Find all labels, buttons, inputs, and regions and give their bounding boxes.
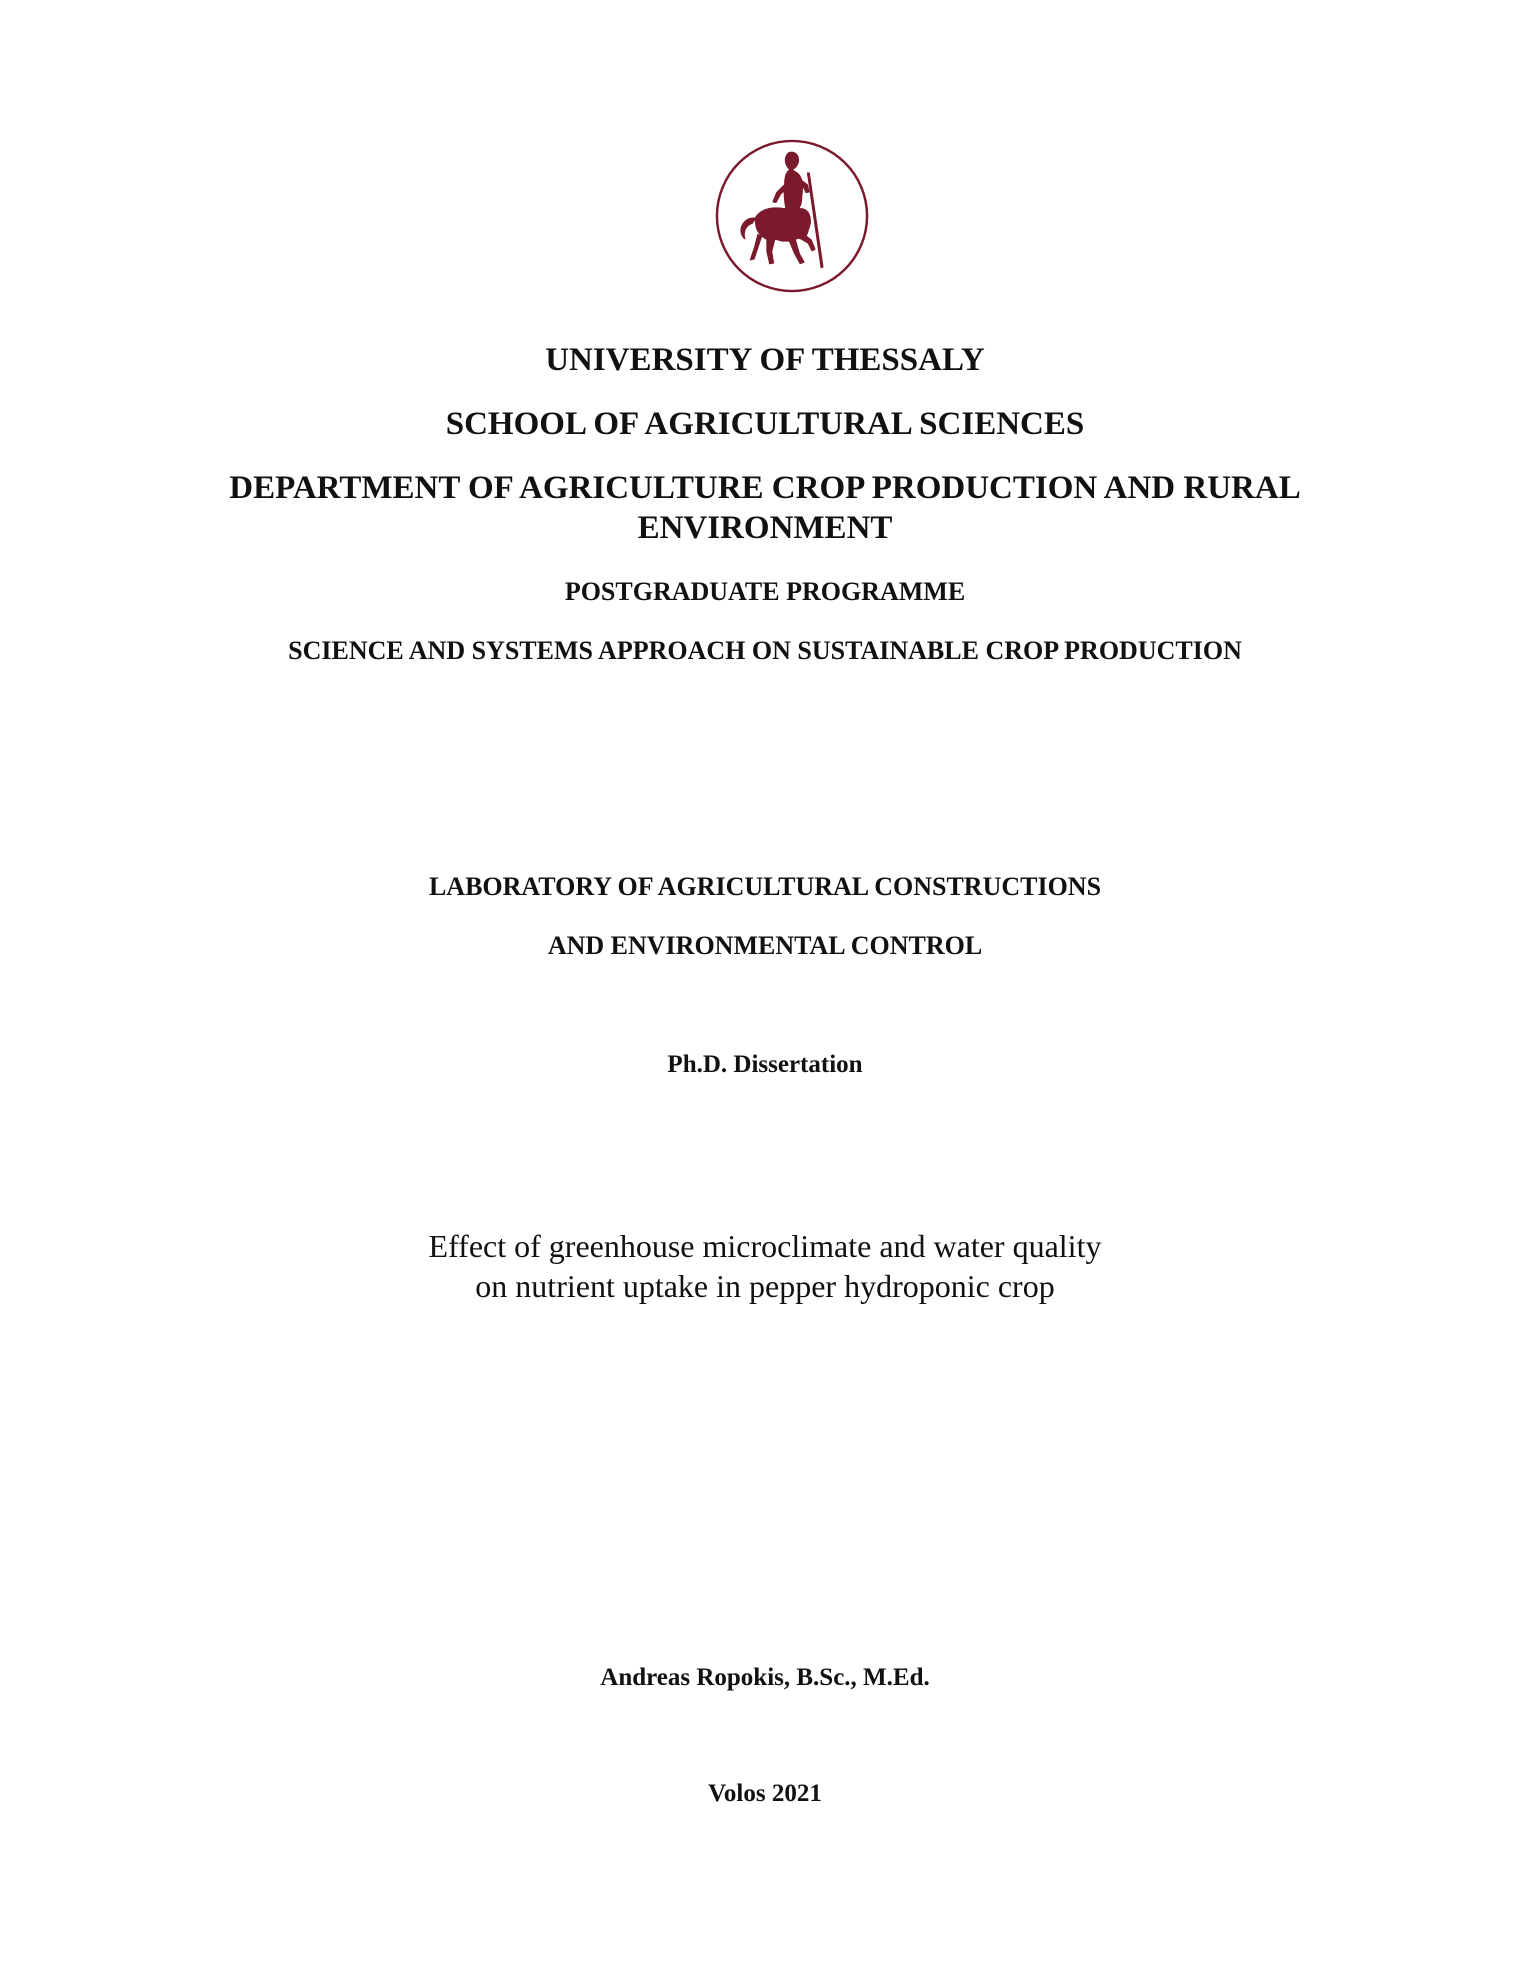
document-type: Ph.D. Dissertation: [667, 1051, 863, 1078]
school-name: SCHOOL OF AGRICULTURAL SCIENCES: [445, 406, 1085, 442]
author-name: Andreas Ropokis, B.Sc., M.Ed.: [600, 1664, 930, 1691]
university-name: UNIVERSITY OF THESSALY: [545, 342, 985, 378]
programme-label: POSTGRADUATE PROGRAMME: [564, 577, 966, 606]
dissertation-title-line2: on nutrient uptake in pepper hydroponic crop: [475, 1268, 1055, 1304]
place-and-year: Volos 2021: [708, 1780, 822, 1807]
centaur-seal-icon: [717, 141, 867, 291]
university-seal-logo: [713, 137, 871, 295]
department-name-line2: ENVIRONMENT: [637, 510, 893, 546]
programme-name: SCIENCE AND SYSTEMS APPROACH ON SUSTAINABLE CROP PRODUCTION: [288, 636, 1242, 665]
department-name-line1: DEPARTMENT OF AGRICULTURE CROP PRODUCTION AND RURAL: [229, 470, 1301, 506]
laboratory-name-line1: LABORATORY OF AGRICULTURAL CONSTRUCTIONS: [428, 872, 1102, 901]
dissertation-title-line1: Effect of greenhouse microclimate and water quality: [428, 1228, 1102, 1264]
laboratory-name-line2: AND ENVIRONMENTAL CONTROL: [547, 931, 983, 960]
